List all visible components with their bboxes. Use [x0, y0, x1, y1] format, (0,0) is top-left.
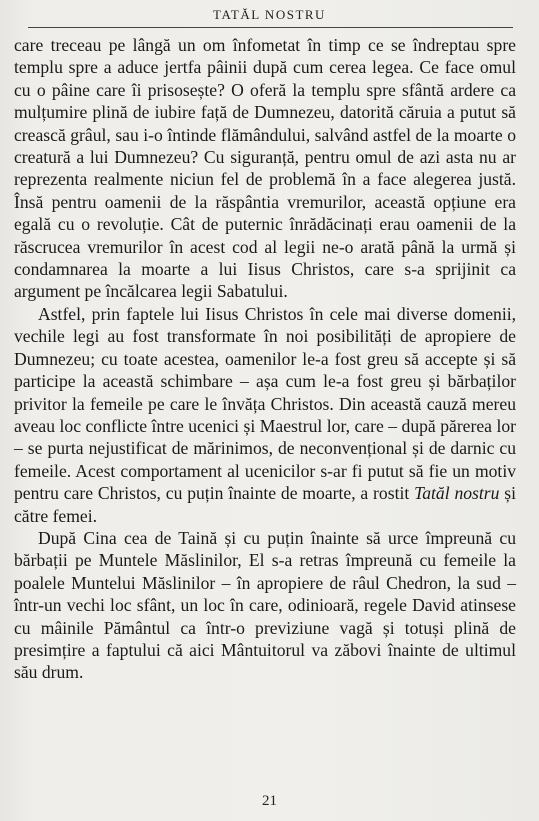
header-rule: [28, 27, 513, 28]
body-text: [14, 34, 516, 684]
paragraph-1: care treceau pe lângă un om înfometat în timp ce se îndreptau spre templu spre a aduce jertfa pâinii după cum cerea legea. Ce face omul cu o pâine care îi prisosește? O oferă la templu spre sfântă ardere ca mulțumire plină de iubire față de Dumnezeu, datorită căruia a putut să crească grâul, sau i-o întinde flămândului, salvând astfel de la moarte o creatură a lui Dumnezeu? Cu siguranță, pentru omul de azi asta nu ar reprezenta realmente niciun fel de problemă în a face alegerea justă. Însă pentru oamenii de la răspântia vremurilor, această opțiune era egală cu o revoluție. Cât de puternic înrădăcinați erau oamenii de la răscrucea vremurilor în acest cod al legii ne-o arată până la urmă și condamnarea la moarte a lui Iisus Christos, care s-a sprijinit ca argument pe încălcarea legii Sabatului.: [14, 35, 516, 302]
paragraph-2-text: Astfel, prin faptele lui Iisus Christos în cele mai diverse domenii, vechile legi au fost transformate în noi posibilități de apropiere de Dumnezeu; cu toate acestea, oamenilor le-a fost greu să accepte și să participe la această schimbare – așa cum le-a fost greu și bărbaților privitor la femeile pe care le învăța Christos. Din această cauză mereu aveau loc conflicte între ucenici și Maestrul lor, care – după părerea lor – se purta nejustificat de mărinimos, de neconvențional și de darnic cu femeile. Acest comportament al ucenicilor s-ar fi putut să fie un motiv pentru care Christos, cu puțin înainte de moarte, a rostit: [14, 303, 516, 504]
paragraph-2-end: și către femei.: [14, 483, 516, 526]
page-number: 21: [262, 793, 277, 809]
paragraph-2: [14, 303, 516, 527]
prayer-title: Tatăl nostru: [414, 483, 500, 504]
running-head: TATĂL NOSTRU: [213, 7, 326, 22]
paragraph-3: După Cina cea de Taină și cu puțin înainte să urce împreună cu bărbații pe Muntele Măslinilor, El s-a retras împreună cu femeile la poalele Muntelui Măslinilor – în apropiere de râul Chedron, la sud – într-un vechi loc sfânt, un loc în care, odinioară, regele David atinsese cu mâinile Pământul ca într-o previziune vagă și totuși plină de presimțire a faptului că aici Mântuitorul va zăbovi înainte de ultimul său drum.: [14, 527, 516, 683]
